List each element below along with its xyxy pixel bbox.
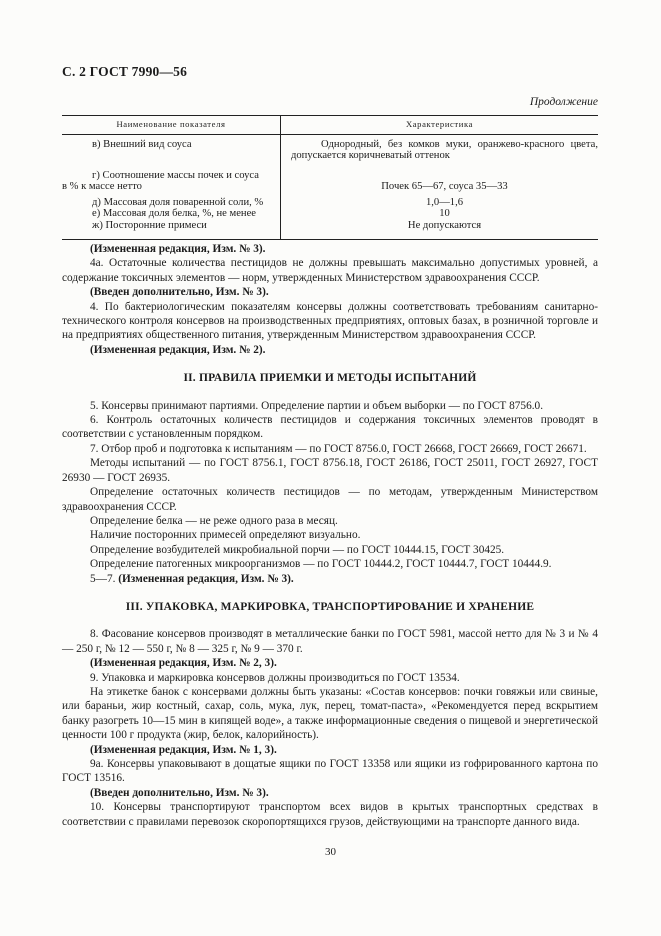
paragraph-test-methods: Методы испытаний — по ГОСТ 8756.1, ГОСТ 8756.18, ГОСТ 26186, ГОСТ 25011, ГОСТ 26927, ГОСТ 26930 — ГОСТ 26935. xyxy=(62,457,598,484)
table-row xyxy=(62,197,598,209)
indicator-name-cell xyxy=(62,208,281,220)
paragraph-4: 4. По бактериологическим показателям консервы должны соответствовать требованиям санитарно-технического контроля консервов на производственных предприятиях, оптовых базах, в розничной торговле и на предприятиях общественного питания, утвержденным Министерством здравоохранения СССР. xyxy=(62,300,598,342)
amendment-note: (Введен дополнительно, Изм. № 3). xyxy=(90,786,269,799)
section-title-packaging: III. УПАКОВКА, МАРКИРОВКА, ТРАНСПОРТИРОВАНИЕ И ХРАНЕНИЕ xyxy=(125,600,535,613)
paragraph-spoilage: Определение возбудителей микробиальной порчи — по ГОСТ 10444.15, ГОСТ 30425. xyxy=(90,543,505,556)
document-id: С. 2 ГОСТ 7990—56 xyxy=(62,64,188,79)
characteristic-cell xyxy=(281,134,599,166)
table-row xyxy=(62,220,598,240)
paragraph-9: 9. Упаковка и маркировка консервов должны производиться по ГОСТ 13534. xyxy=(90,671,460,684)
characteristic-text: Не допускаются xyxy=(407,219,482,231)
table-continuation-label: Продолжение xyxy=(529,96,598,108)
paragraph-impurities: Наличие посторонних примесей определяют визуально. xyxy=(90,529,361,542)
indicator-name-cell xyxy=(62,166,281,197)
amendment-note: (Введен дополнительно, Изм. № 3). xyxy=(90,286,269,299)
paragraph-pathogens: Определение патогенных микроорганизмов — по ГОСТ 10444.2, ГОСТ 10444.7, ГОСТ 10444.9. xyxy=(90,558,552,571)
indicator-name: ж) Посторонние примеси xyxy=(92,219,207,231)
paragraph-number: 5—7. xyxy=(90,572,119,585)
column-header-characteristic: Характеристика xyxy=(281,116,599,135)
paragraph-pesticides: Определение остаточных количеств пестицидов — по методам, утвержденным Министерством здравоохранения СССР. xyxy=(62,486,598,513)
table-header-row xyxy=(62,116,598,135)
paragraph-8: 8. Фасование консервов производят в металлические банки по ГОСТ 5981, массой нетто для № 3 и № 4 — 250 г, № 12 — 550 г, № 8 — 325 г, № 9 — 370 г. xyxy=(62,628,598,655)
indicator-name-cell xyxy=(62,134,281,166)
paragraph-4a: 4а. Остаточные количества пестицидов не должны превышать максимально допустимых уровней, а содержание токсичных элементов — норм, утвержденных Министерством здравоохранения СССР. xyxy=(62,257,598,284)
page-number: 30 xyxy=(325,846,336,858)
spec-table xyxy=(62,115,598,240)
paragraph-protein: Определение белка — не реже одного раза в месяц. xyxy=(90,514,338,527)
characteristic-cell xyxy=(281,197,599,209)
indicator-name: г) Соотношение массы почек и соуса xyxy=(92,169,259,181)
indicator-name: е) Массовая доля белка, %, не менее xyxy=(92,208,256,219)
paragraph-5: 5. Консервы принимают партиями. Определение партии и объем выборки — по ГОСТ 8756.0. xyxy=(90,399,544,412)
characteristic-cell xyxy=(281,208,599,220)
paragraph-7: 7. Отбор проб и подготовка к испытаниям — по ГОСТ 8756.0, ГОСТ 26668, ГОСТ 26669, ГОСТ 26671. xyxy=(90,442,587,455)
amendment-note: (Измененная редакция, Изм. № 3). xyxy=(118,572,294,585)
paragraph-9a: 9а. Консервы упаковывают в дощатые ящики по ГОСТ 13358 или ящики из гофрированного картона по ГОСТ 13516. xyxy=(62,758,598,785)
table-row xyxy=(62,208,598,220)
characteristic-cell xyxy=(281,166,599,197)
paragraph-9-label: На этикетке банок с консервами должны быть указаны: «Состав консервов: почки говяжьи или свиные, или бараньи, жир костный, сахар, соль, мука, лук, перец, томат-паста», «Рекомендуется перед вскрытием банку разогреть 10—15 мин в кипящей воде», а также информационные сведения о пищевой и энергетической ценности 100 г продукта (жир, белок, калорийность). xyxy=(62,685,598,742)
table-row xyxy=(62,166,598,197)
characteristic-text: Однородный, без комков муки, оранжево-красного цвета, xyxy=(321,138,598,150)
amendment-note: (Измененная редакция, Изм. № 2, 3). xyxy=(90,657,277,670)
characteristic-text: Почек 65—67, соуса 35—33 xyxy=(381,181,508,192)
characteristic-text: 10 xyxy=(439,208,450,219)
characteristic-text xyxy=(291,170,598,182)
amendment-note: (Измененная редакция, Изм. № 2). xyxy=(90,343,266,356)
indicator-name-cell xyxy=(62,220,281,240)
document-body xyxy=(62,242,598,829)
table-row xyxy=(62,134,598,166)
paragraph-10: 10. Консервы транспортируют транспортом всех видов в крытых транспортных средствах в соответствии с правилами перевозок скоропортящихся грузов, действующими на транспорте данного вида. xyxy=(62,801,598,828)
characteristic-text: 1,0—1,6 xyxy=(425,196,464,208)
indicator-name: в % к массе нетто xyxy=(62,181,142,192)
characteristic-cell xyxy=(281,220,599,240)
paragraph-5-7 xyxy=(62,572,598,586)
amendment-note: (Измененная редакция, Изм. № 3). xyxy=(90,243,266,255)
indicator-name-cell xyxy=(62,197,281,209)
indicator-name: д) Массовая доля поваренной соли, % xyxy=(92,196,264,208)
column-header-name: Наименование показателя xyxy=(62,116,281,135)
indicator-name: в) Внешний вид соуса xyxy=(92,138,192,150)
amendment-note: (Измененная редакция, Изм. № 1, 3). xyxy=(90,743,277,756)
section-title-acceptance: II. ПРАВИЛА ПРИЕМКИ И МЕТОДЫ ИСПЫТАНИЙ xyxy=(183,372,477,385)
characteristic-text: допускается коричневатый оттенок xyxy=(291,150,450,161)
paragraph-6: 6. Контроль остаточных количеств пестицидов и содержания токсичных элементов проводят в соответствии с установленным порядком. xyxy=(62,414,598,441)
